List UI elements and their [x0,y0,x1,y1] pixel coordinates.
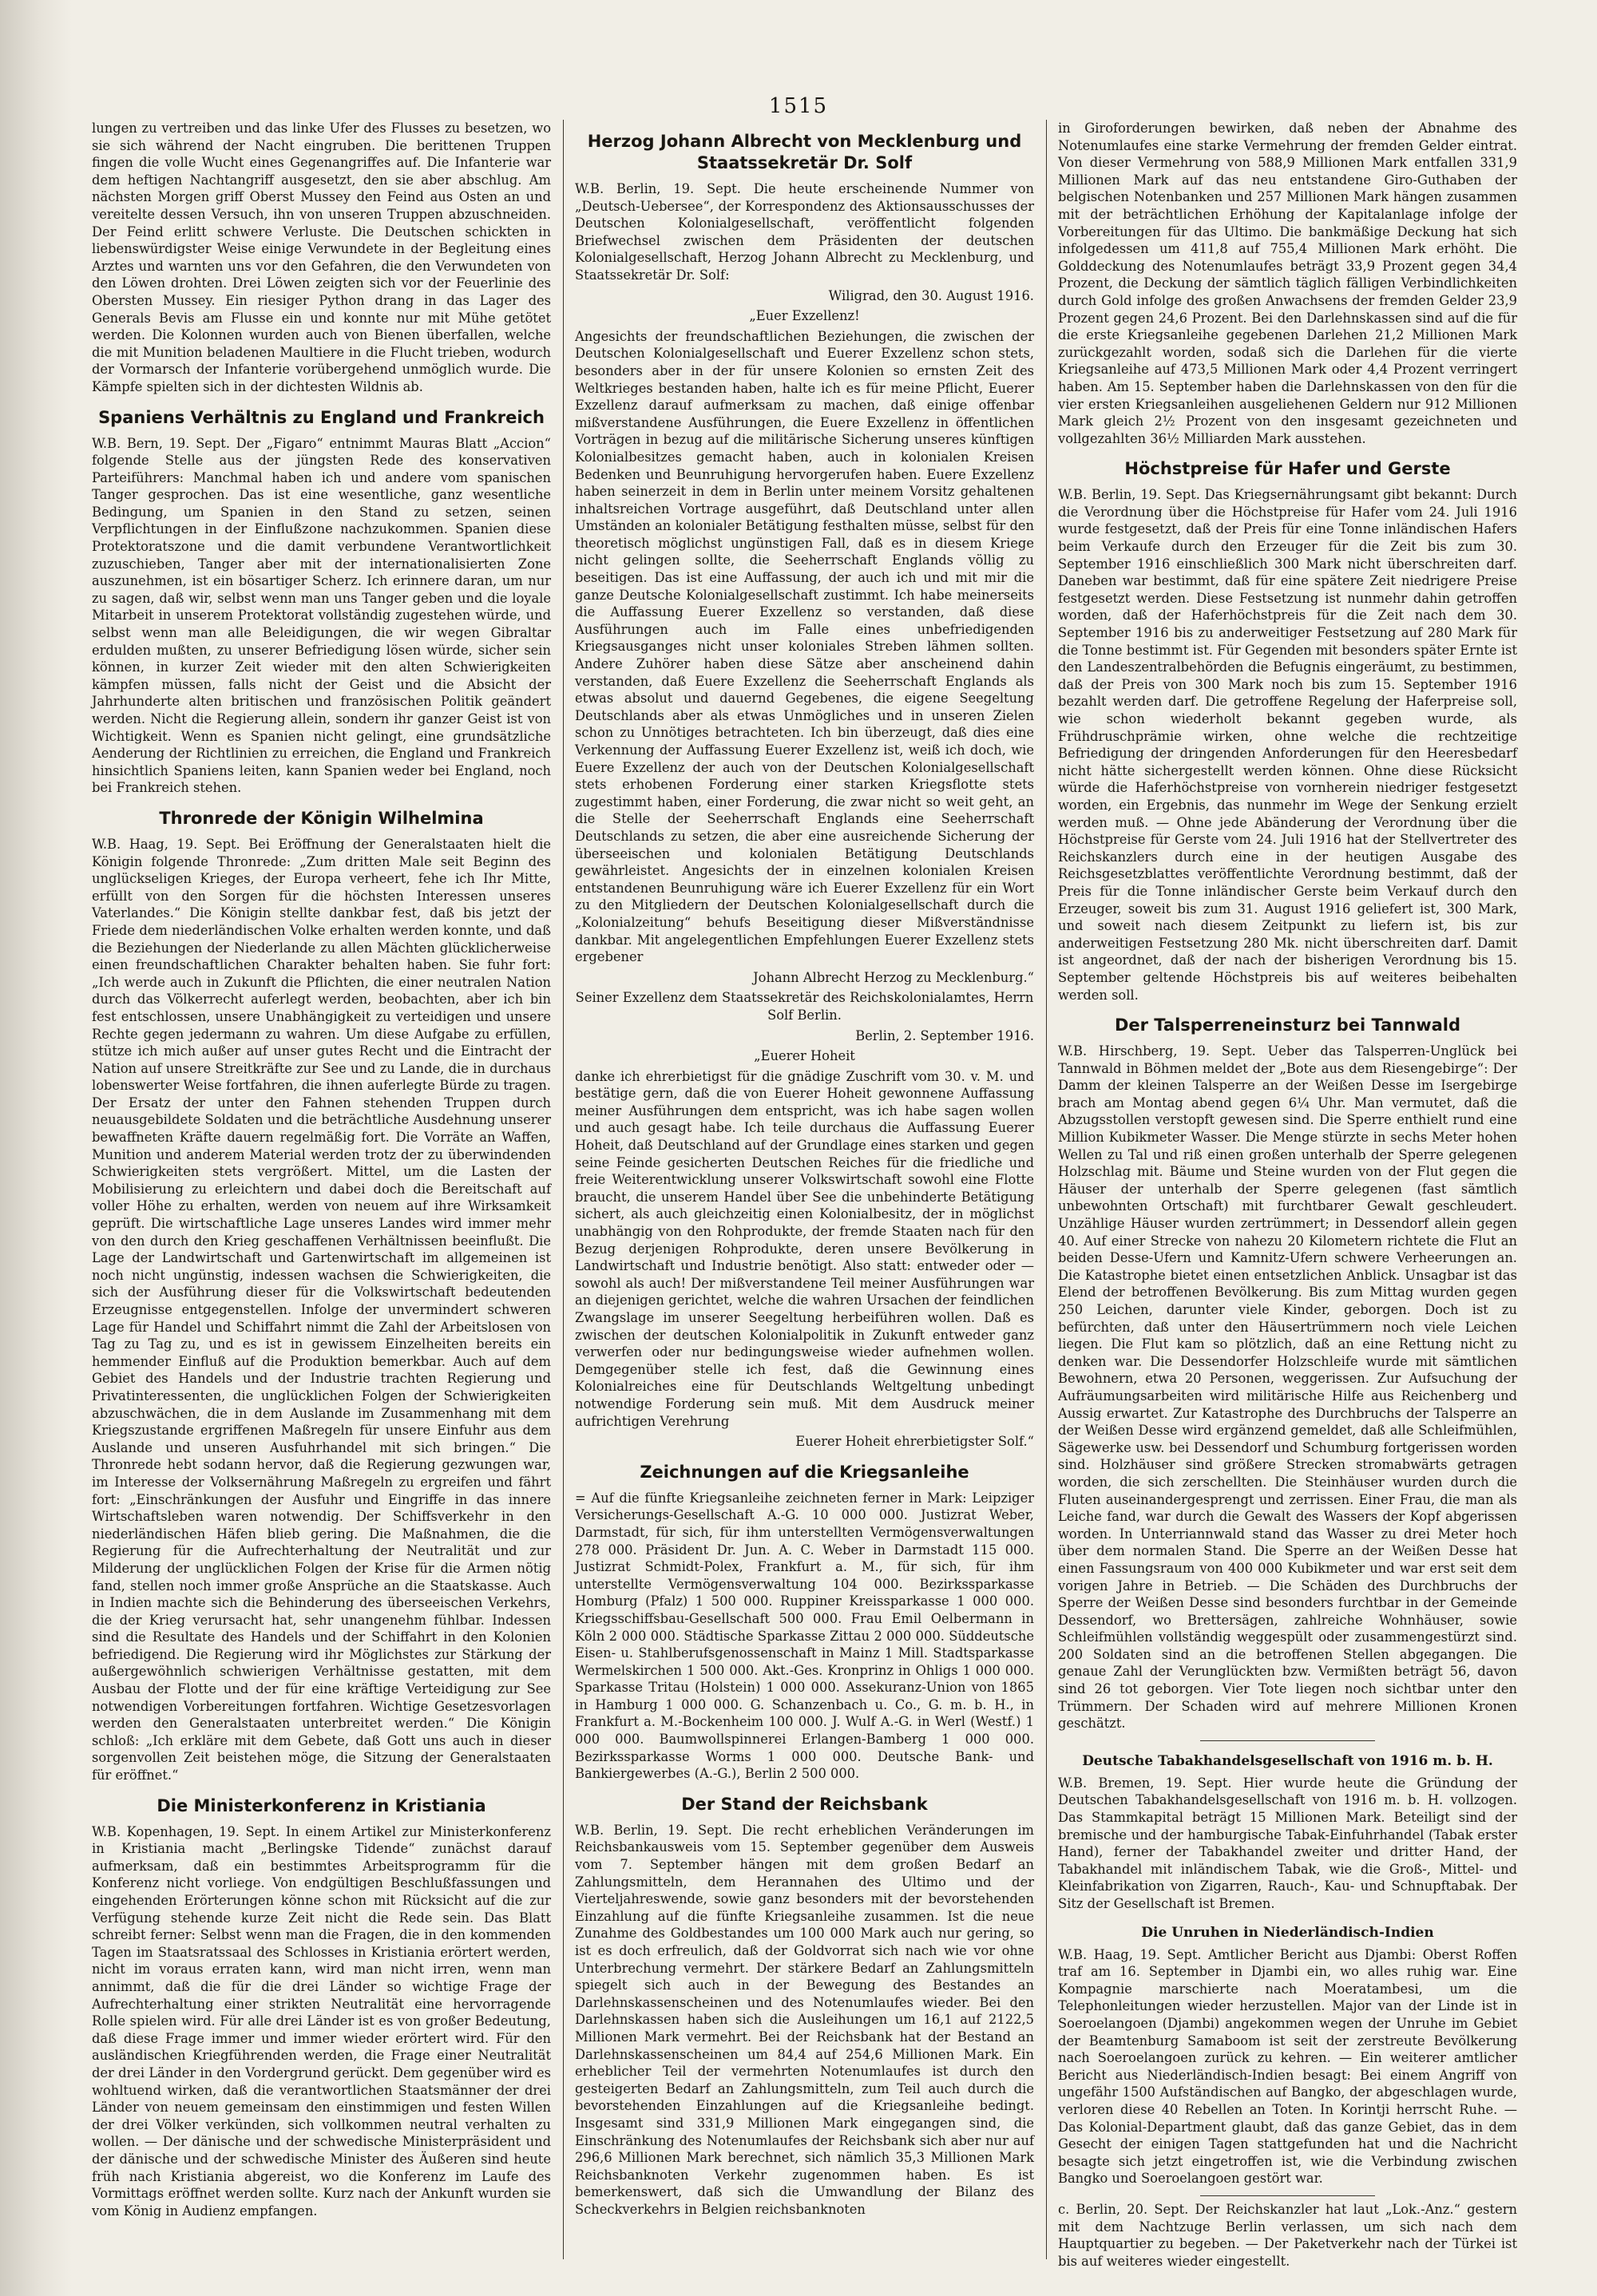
letter-salutation: „Euer Exzellenz! [749,308,860,324]
article-berlin-note: c. Berlin, 20. Sept. Der Reichskanzler hat laut „Lok.-Anz.“ gestern mit dem Nachtzuge Berlin verlassen, um sich nach dem Hauptquartier zu begeben. — Der Paketverkehr nach der Türkei ist bis auf weiteres wieder eingestellt. [1058,2201,1517,2269]
letter-dateline: Berlin, 2. September 1916. [855,1027,1034,1043]
article-war-loan: = Auf die fünfte Kriegsanleihe zeichneten ferner in Mark: Leipziger Versicherungs-Gesellschaft A.-G. 10 000 000. Justizrat Weber, Darmstadt, für sich, für ihm unterstellten Vermögensverwaltungen 278 000. Präsident Dr. Jun. A. C. Weber in Darmstadt 115 000. Justizrat Schmidt-Polex, Frankfurt a. M., für sich, für ihm unterstellte Vermögensverwaltung 104 000. Bezirkssparkasse Homburg (Pfalz) 1 500 000. Ruppiner Kreissparkasse 1 000 000. Kriegsschiffsbau-Gesellschaft 500 000. Frau Emil Oelbermann in Köln 2 000 000. Städtische Sparkasse Zittau 2 000 000. Süddeutsche Eisen- u. Stahlberufsgenossenschaft in Mainz 1 Mill. Stadtsparkasse Wermelskirchen 1 500 000. Akt.-Ges. Kronprinz in Ohligs 1 000 000. Sparkasse Tritau (Holstein) 1 000 000. Assekuranz-Union von 1865 in Hamburg 1 000 000. G. Schanzenbach u. Co., G. m. b. H., in Frankfurt a. M.-Bockenheim 100 000. J. Wulf A.-G. in Werl (Westf.) 1 000 000. Baumwollspinnerei Erlangen-Bamberg 1 000 000. Bezirkssparkasse Worms 1 000 000. Deutsche Bank- und Bankiergewerbes (A.-G.), Berlin 2 500 000. [575,1490,1034,1782]
column-rule [563,120,564,2259]
letter-signature: Euerer Hoheit ehrerbietigster Solf.“ [795,1434,1034,1450]
headline-unrest: Die Unruhen in Niederländisch-Indien [1141,1924,1434,1941]
article-minister-conference: W.B. Kopenhagen, 19. Sept. In einem Artikel zur Ministerkonferenz in Kristiania macht „Berlingske Tidende“ zunächst darauf aufmerksam, daß ein bestimmtes Arbeitsprogramm für die Konferenz nicht vorliege. Von endgültigen Beschlußfassungen und eingehenden Erörterungen könne schon mit Rücksicht auf die zur Verfügung stehende kurze Zeit nicht die Rede sein. Das Blatt schreibt ferner: Selbst wenn man die Fragen, die in den kommenden Tagen im Staatsratssaal des Schlosses in Kristiania erörtert werden, nicht im voraus erraten kann, wird man nicht irren, wenn man annimmt, daß die für die drei Länder so wichtige Frage der Aufrechterhaltung einer strikten Neutralität eine hervorragende Rolle spielen wird. Für alle drei Länder ist es von großer Bedeutung, daß diese Frage immer und immer wieder erörtert wird. Für den ausländischen Kriegführenden werden, die Frage einer Neutralität der drei Länder in den Vordergrund gerückt. Dem gegenüber wird es wohltuend wirken, daß die verantwortlichen Staatsmänner der drei Länder von neuem gemeinsam den einstimmigen und festen Willen der drei Völker verkünden, sich vollkommen neutral verhalten zu wollen. — Der dänische und der schwedische Ministerpräsident und der dänische und der schwedische Minister des Äußeren sind heute früh nach Kristiania abgereist, wo die Konferenz im Laufe des Vormittags eröffnet werden sollte. Kurz nach der Ankunft wurden sie vom König in Audienz empfangen. [92,1823,551,2219]
headline-dam-collapse: Der Talsperreneinsturz bei Tannwald [1114,1015,1461,1035]
headline-oats-barley: Höchstpreise für Hafer und Gerste [1124,459,1451,479]
article-throne-speech: W.B. Haag, 19. Sept. Bei Eröffnung der Generalstaaten hielt die Königin folgende Thronrede: „Zum dritten Male seit Beginn des unglückseligen Krieges, der Europa verheert, fehe ich Ihr Mitte, erfüllt von den Sorgen für die höchsten Interessen unseres Vaterlandes.“ Die Königin stellte dankbar fest, daß bis jetzt der Friede dem niederländischen Volke erhalten werden konnte, und daß die Beziehungen der Niederlande zu allen Mächten glücklicherweise einen freundschaftlichen Charakter behalten haben. Sie fuhr fort: „Ich werde auch in Zukunft die Pflichten, die einer neutralen Nation durch das Völkerrecht auferlegt werden, beobachten, aber ich bin fest entschlossen, unsere Unabhängigkeit zu verteidigen und unsere Rechte gegen jedermann zu wahren. Um diese Aufgabe zu erfüllen, stütze ich mich außer auf unser gutes Recht und die Eintracht der Nation auf unsere Streitkräfte zur See und zu Lande, die in durchaus lobenswerter Weise fortfahren, die ihnen auferlegte Bürde zu tragen. Der Ersatz der unter den Fahnen stehenden Truppen durch neuausgebildete Soldaten und die beträchtliche Ausdehnung unserer bewaffneten Kräfte dauern regelmäßig fort. Die Vorräte an Waffen, Munition und anderem Material werden trotz der zu überwindenden Schwierigkeiten stets vergrößert. Mittel, um die Lasten der Mobilisierung zu erleichtern und dabei doch die Bereitschaft auf voller Höhe zu erhalten, werden von neuem auf ihre Wirksamkeit geprüft. Die wirtschaftliche Lage unseres Landes wird immer mehr von den durch den Krieg geschaffenen Verhältnissen beeinflußt. Die Lage der Landwirtschaft und Gartenwirtschaft im allgemeinen ist noch nicht ungünstig, indessen wachsen die Schwierigkeiten, die sich der Ausführung dieser für die Volkswirtschaft bedeutenden Erzeugnisse entgegenstellen. Infolge der unvermindert schweren Lage für Handel und Schiffahrt nimmt die Zahl der Arbeitslosen von Tag zu Tag zu, und es ist in gewissem Einzelheiten bereits ein hemmender Einfluß auf die Produktion bemerkbar. Auch auf dem Gebiet des Handels und der Industrie trachten Regierung und Privatinteressenten, die unglücklichen Folgen der Schwierigkeiten abzuschwächen, die in dem Auslande im Zusammenhang mit dem Kriegszustande ergriffenen Maßregeln für unsere Einfuhr aus dem Auslande und unseren Ausfuhrhandel mit sich bringen.“ Die Thronrede hebt sodann hervor, daß die Regierung gezwungen war, im Interesse der Volksernährung Maßregeln zu ergreifen und fährt fort: „Einschränkungen der Ausfuhr und Eingriffe in das innere Wirtschaftsleben waren notwendig. Der Schiffsverkehr in den niederländischen Häfen blieb gering. Die Maßnahmen, die die Regierung für die Aufrechterhaltung der Neutralität und zur Milderung der unglücklichen Folgen der Krise für die Armen nötig fand, stellen noch immer große Ansprüche an die Staatskasse. Auch in Indien machte sich die Behinderung des überseeischen Verkehrs, die der Krieg verursacht hat, sehr unangenehm fühlbar. Indessen sind die Resultate des Handels und der Schiffahrt in den Kolonien befriedigend. Die Regierung wird ihr Möglichstes zur Stärkung der außergewöhnlich schwierigen Verhältnisse gestatten, mit dem Ausbau der Flotte und der für eine kräftige Verteidigung zur See notwendigen Vorbereitungen fortfahren. Wichtige Gesetzesvorlagen werden den Generalstaaten unterbreitet werden.“ Die Königin schloß: „Ich erkläre mit dem Gebete, daß Gott uns auch in dieser sorgenvollen Zeit beistehen möge, die Sitzung der Generalstaaten für eröffnet.“ [92,836,551,1783]
column-middle [575,120,1034,2259]
article-reichsbank-continuation: in Giroforderungen bewirken, daß neben der Abnahme des Notenumlaufes eine starke Vermehrung der fremden Gelder eintrat. Von dieser Vermehrung von 588,9 Millionen Mark entfallen 331,9 Millionen Mark auf das neu entstandene Giro-Guthaben der belgischen Notenbanken und 257 Millionen Mark hängen zusammen mit der beträchtlichen Erhöhung der Kapitalanlage infolge der Vorbereitungen für das Ultimo. Die bankmäßige Deckung hat sich infolgedessen um 411,8 auf 755,4 Millionen Mark erhöht. Die Golddeckung des Notenumlaufes beträgt 33,9 Prozent gegen 34,4 Prozent, die Deckung der sämtlich täglich fälligen Verbindlichkeiten durch Gold infolge des großen Anwachsens der fremden Gelder 23,9 Prozent gegen 24,6 Prozent. Bei den Darlehnskassen sind auf die für die erste Kriegsanleihe gegebenen Darlehen 21,2 Millionen Mark zurückgezahlt worden, sodaß sich die Darlehen für die vierte Kriegsanleihe auf 473,5 Millionen Mark oder 4,4 Prozent verringert haben. Am 15. September haben die Darlehnskassen von den für die vier ersten Kriegsanleihen ausgeliehenen Geldern nur 912 Millionen Mark gleich 2½ Prozent von den insgesamt gezeichneten und vollgezahlten 36½ Milliarden Mark ausstehen. [1058,121,1517,446]
headline-minister-conference: Die Ministerkonferenz in Kristiania [157,1795,486,1815]
article-dam-collapse: W.B. Hirschberg, 19. Sept. Ueber das Talsperren-Unglück bei Tannwald in Böhmen meldet der „Bote aus dem Riesengebirge“: Der Damm der kleinen Talsperre an der Weißen Desse im Isergebirge brach am Montag abend gegen 6¼ Uhr. Man vermutet, daß die Abzugsstollen verstopft gewesen sind. Die Sperre enthielt rund eine Million Kubikmeter Wasser. Die Menge stürzte in sechs Meter hohen Wellen zu Tal und riß einen großen unterhalb der Sperre gelegenen Holzschlag mit. Bäume und Steine wurden von der Flut gegen die Häuser der unterhalb der Sperre gelegenen (fast sämtlich unbewohnten Ortschaft) mit furchtbarer Gewalt geschleudert. Unzählige Häuser wurden zertrümmert; in Dessendorf allein gegen 40. Auf einer Strecke von nahezu 20 Kilometern richtete die Flut an beiden Desse-Ufern und Kamnitz-Ufern schwere Verheerungen an. Die Katastrophe bietet einen entsetzlichen Anblick. Unsagbar ist das Elend der betroffenen Bevölkerung. Bis zum Mittag wurden gegen 250 Leichen, darunter viele Kinder, geborgen. Doch ist zu befürchten, daß unter den Häusertrümmern noch viele Leichen liegen. Die Flut kam so plötzlich, daß an eine Rettung nicht zu denken war. Die Dessendorfer Holzschleife wurde mit sämtlichen Bewohnern, etwa 20 Personen, weggerissen. Zur Aufsuchung der Aufräumungsarbeiten wird militärische Hilfe aus Reichenberg und Aussig erwartet. Zur Katastrophe des Durchbruchs der Talsperre an der Weißen Desse wird ergänzend gemeldet, daß alle Schleifmühlen, Sägewerke usw. bei Dessendorf und Schumburg fortgerissen worden sind. Holzhäuser sind größere Strecken stromabwärts getragen worden, die sich zerschellten. Die Steinhäuser wurden durch die Fluten auseinandergesprengt und zerrissen. Einer Frau, die man als Leiche fand, war durch die Gewalt des Wassers der Kopf abgerissen worden. In Unterriannwald stand das Wasser zu drei Meter hoch über dem normalen Stand. Die Sperre an der Weißen Desse hat einen Fassungsraum von 400 000 Kubikmeter und war erst seit dem vorigen Jahre in Betrieb. — Die Schäden des Durchbruchs der Sperre der Weißen Desse sind besonders furchtbar in der Gemeinde Dessendorf, wo Brettersägen, zahlreiche Wohnhäuser, sowie Schleifmühlen vollständig weggespült oder zusammengestürzt sind. 200 Soldaten sind an die betroffenen Stellen abgegangen. Die genaue Zahl der Verunglückten bzw. Vermißten beträgt 56, davon sind 26 tot geborgen. Vier Tote liegen noch sichtbar unter den Trümmern. Der Schaden wird auf mehrere Millionen Kronen geschätzt. [1058,1043,1517,1732]
page-number: 1515 [768,94,829,118]
article-unrest: W.B. Haag, 19. Sept. Amtlicher Bericht aus Djambi: Oberst Roffen traf am 16. September in Djambi ein, wo alles ruhig war. Eine Kompagnie marschierte nach Moeratambesi, um die Telephonleitungen wieder herzustellen. Major van der Linde ist in Soeroelangoen (Djambi) angekommen wegen der Unruhe im Gebiet der Beamtenburg Samaboom ist seit der zerstreute Bevölkerung nach Soeroelangoen zurück zu kehren. — Ein weiterer amtlicher Bericht aus Niederländisch-Indien besagt: Bei einem Angriff von ungefähr 1500 Aufständischen auf Bangko, der abgeschlagen wurde, verloren diese 40 Rebellen an Toten. In Korintji herrscht Ruhe. — Das Kolonial-Department glaubt, daß das ganze Gebiet, das in dem Gesecht der einigen Tagen stattgefunden hat und die Nachricht besagte sich jetzt eingetroffen ist, wie die Verbindung zwischen Bangko und Soeroelangoen gestört war. [1058,1946,1517,2187]
letter-body: danke ich ehrerbietigst für die gnädige Zuschrift vom 30. v. M. und bestätige gern, daß die von Euerer Hoheit gewonnene Auffassung meiner Ausführungen dem entspricht, was ich habe sagen wollen und auch gesagt habe. Ich teile durchaus die Auffassung Euerer Hoheit, daß Deutschland auf der Grundlage eines starken und gegen seine Feinde gesicherten Deutschen Reiches für die friedliche und freie Weiterentwicklung unserer Volkswirtschaft sowohl eine Flotte braucht, die unserem Handel über See die unbehinderte Betätigung sichert, als auch gleichzeitig einen Kolonialbesitz, der in möglichst unabhängig von den Rohprodukte, der fremde Staaten nach für den Bezug derjenigen Rohprodukte, deren unsere Bevölkerung in Landwirtschaft und Industrie benötigt. Also statt: entweder oder — sowohl als auch! Der mißverstandene Teil meiner Ausführungen war an diejenigen gerichtet, welche die wahren Ursachen der feindlichen Zwangslage im unserer Seegeltung herbeiführen wollen. Daß es zwischen der deutschen Kolonialpolitik in Zukunft entweder ganz verwerfen oder nur bedingungsweise wieder aufnehmen wollen. Demgegenüber stelle ich fest, daß die Gewinnung eines Kolonialreiches eine für Deutschlands Weltgeltung unbedingt notwendige Forderung sein muß. Mit dem Ausdruck meiner aufrichtigen Verehrung [575,1068,1034,1429]
headline-reichsbank: Der Stand der Reichsbank [681,1794,928,1814]
headline-throne-speech: Thronrede der Königin Wilhelmina [159,808,484,828]
article-continuation: lungen zu vertreiben und das linke Ufer des Flusses zu besetzen, wo sie sich während der Nacht eingruben. Die berittenen Truppen fingen die volle Wucht eines Gegenangriffes auf. Die Infanterie war dem heftigen Nachtangriff ausgesetzt, den sie aber abschlug. Am nächsten Morgen griff Oberst Mussey den Feind aus Osten an und vereitelte dessen Versuch, ihn von unseren Truppen abzuschneiden. Der Feind erlitt schwere Verluste. Die Deutschen schickten in liebenswürdigster Weise einige Verwundete in der Begleitung eines Arztes und warnten uns vor den Gefahren, die den Verwundeten von den Löwen drohten. Drei Löwen zeigten sich vor der Feuerlinie des Obersten Mussey. Ein riesiger Python drang in das Lager des Generals Bevis am Flusse ein und konnte nur mit Mühe getötet werden. Die Kolonnen wurden auch von Bienen überfallen, welche die mit Munition beladenen Maultiere in die Flucht trieben, wodurch der Vormarsch der Infanterie vorübergehend unmöglich wurde. Die Kämpfe spielten sich in der dichtesten Wildnis ab. [92,121,551,394]
article-spain: W.B. Bern, 19. Sept. Der „Figaro“ entnimmt Mauras Blatt „Accion“ folgende Stelle aus der jüngsten Rede des konservativen Parteiführers: Manchmal haben ich und andere vom spanischen Tanger gesprochen. Das ist eine wesentliche, ganz wesentliche Bedingung, um Spanien in den Stand zu setzen, seinen Verpflichtungen in der Einflußzone nachzukommen. Spanien diese Protektoratszone und die damit verbundene Verantwortlichkeit zuzuschieben, Tanger aber mit der internationalisierten Zone auszunehmen, ist ein bösartiger Scherz. Ich erinnere daran, um nur zu sagen, daß wir, selbst wenn man uns Tanger geben und die loyale Mitarbeit in unserem Protektorat vollständig zugestehen würde, und selbst wenn man alle Beleidigungen, die wir wegen Gibraltar erdulden mußten, zu unserer Befriedigung lösen würde, sicher sein können, in kurzer Zeit wieder mit den alten Schwierigkeiten kämpfen müssen, falls nicht der Geist und die Absicht der Jahrhunderte alten britischen und französischen Politik geändert werden. Nicht die Regierung allein, sondern ihr ganzer Geist ist von Wichtigkeit. Wenn es Spanien nicht gelingt, eine grundsätzliche Aenderung der Richtlinien zu erreichen, die England und Frankreich hinsichtlich Spaniens leiten, kann Spanien weder bei England, noch bei Frankreich stehen. [92,435,551,796]
letter-signature: Johann Albrecht Herzog zu Mecklenburg.“ [753,969,1034,985]
article-mecklenburg-intro: W.B. Berlin, 19. Sept. Die heute erscheinende Nummer von „Deutsch-Uebersee“, der Korrespondenz des Aktionsausschusses der Deutschen Kolonialgesellschaft, veröffentlicht folgenden Briefwechsel zwischen dem Präsidenten der deutschen Kolonialgesellschaft, Herzog Johann Albrecht zu Mecklenburg, und Staatssekretär Dr. Solf: [575,181,1034,283]
article-tobacco: W.B. Bremen, 19. Sept. Hier wurde heute die Gründung der Deutschen Tabakhandelsgesellschaft von 1916 m. b. H. vollzogen. Das Stammkapital beträgt 15 Millionen Mark. Beteiligt sind der bremische und der hamburgische Tabak-Einfuhrhandel (Tabak erster Hand), ferner der Tabakhandel zweiter und dritter Hand, der Tabakhandel mit inländischem Tabak, wie die Groß-, Mittel- und Kleinfabrikation von Zigarren, Rauch-, Kau- und Schnupftabak. Der Sitz der Gesellschaft ist Bremen. [1058,1775,1517,1911]
letter-salutation: „Euerer Hoheit [754,1048,855,1064]
section-divider [1200,2195,1375,2196]
section-divider [1200,1740,1375,1741]
headline-mecklenburg: Herzog Johann Albrecht von Mecklenburg und Staatssekretär Dr. Solf [587,132,1022,172]
headline-war-loan: Zeichnungen auf die Kriegsanleihe [640,1462,969,1482]
column-rule [1046,120,1047,2259]
column-right [1058,120,1517,2269]
headline-tobacco: Deutsche Tabakhandelsgesellschaft von 1916 m. b. H. [1082,1752,1493,1769]
letter-dateline: Wiligrad, den 30. August 1916. [828,287,1034,303]
letter-address: Seiner Exzellenz dem Staatssekretär des Reichskolonialamtes, Herrn Solf Berlin. [575,990,1034,1023]
article-reichsbank: W.B. Berlin, 19. Sept. Die recht erheblichen Veränderungen im Reichsbankausweis vom 15. September gegenüber dem Ausweis vom 7. September hängen mit dem großen Bedarf an Zahlungsmitteln, dem Herannahen des Ultimo und der Vierteljahreswende, sowie ganz besonders mit der bevorstehenden Einzahlung auf die fünfte Kriegsanleihe zusammen. Ist die neue Zunahme des Goldbestandes um 100 000 Mark auch nur gering, so ist es doch erfreulich, daß der Goldvorrat sich nach wie vor ohne Unterbrechung vermehrt. Der stärkere Bedarf an Zahlungsmitteln spiegelt sich auch in der Bewegung des Bestandes an Darlehnskassenscheinen und des Notenumlaufes wieder. Bei den Darlehnskassen haben sich die Ausleihungen um 16,1 auf 2122,5 Millionen Mark vermehrt. Bei der Reichsbank hat der Bestand an Darlehnskassenscheinen um 84,4 auf 254,6 Millionen Mark. Ein erheblicher Teil der vermehrten Notenumlaufes ist durch den gesteigerten Bedarf an Zahlungsmitteln, zum Teil auch durch die bevorstehenden Einzahlungen auf die Kriegsanleihe bedingt. Insgesamt sind 331,9 Millionen Mark eingegangen sind, die Einschränkung des Notenumlaufes der Reichsbank sich aber nur auf 296,6 Millionen Mark berechnet, sich nämlich 35,3 Millionen Mark Reichsbanknoten Verkehr zugenommen haben. Es ist bemerkenswert, daß sich die Umwandlung der Bilanz des Scheckverkehrs in Belgien reichsbanknoten [575,1822,1034,2217]
headline-spain: Spaniens Verhältnis zu England und Frankreich [98,407,545,427]
letter-body: Angesichts der freundschaftlichen Beziehungen, die zwischen der Deutschen Kolonialgesellschaft und Euerer Exzellenz schon stets, besonders aber in der für unsere Kolonien so ernsten Zeit des Weltkrieges bestanden haben, halte ich es für meine Pflicht, Euerer Exzellenz darauf aufmerksam zu machen, daß einige offenbar mißverstandene Ausführungen, die Euere Exzellenz in öffentlichen Vorträgen in bezug auf die militärische Sicherung unseres künftigen Kolonialbesitzes gemacht haben, auch in kolonialen Kreisen Bedenken und Beunruhigung hervorgerufen haben. Euere Exzellenz haben seinerzeit in dem in Berlin unter meinem Vorsitz gehaltenen inhaltsreichen Vortrage ausgeführt, daß Deutschland unter allen Umständen an kolonialer Betätigung festhalten müsse, selbst für den theoretisch möglichst ungünstigen Fall, daß es in diesem Kriege nicht gelingen sollte, die Seeherrschaft Englands völlig zu beseitigen. Das ist eine Auffassung, der auch ich und mit mir die ganze Deutsche Kolonialgesellschaft zustimmt. Ich habe meinerseits die Auffassung Euerer Exzellenz so verstanden, daß diese Ausführungen auch im Falle eines unbefriedigenden Kriegsausganges nicht unser koloniales Streben lähmen sollten. Andere Zuhörer haben diese Sätze aber anscheinend dahin verstanden, daß Euere Exzellenz die Seeherrschaft Englands als etwas absolut und dauernd Gegebenes, die eigene Seegeltung Deutschlands aber als etwas Unmögliches und in unseren Zielen schon zu Unnötiges betrachteten. Ich bin überzeugt, daß dies eine Verkennung der Auffassung Euerer Exzellenz ist, weiß ich doch, wie Euere Exzellenz der auch von der Deutschen Kolonialgesellschaft stets erhobenen Forderung einer starken Kriegsflotte stets zugestimmt haben, einer Forderung, die zwar nicht so weit geht, an die Stelle der Seeherrschaft Englands eine Seeherrschaft Deutschlands zu setzen, die aber eine ausreichende Sicherung der überseeischen und kolonialen Betätigung Deutschlands gewährleistet. Angesichts der in einzelnen kolonialen Kreisen entstandenen Beunruhigung wäre ich Euerer Exzellenz für ein Wort zu den Mitgliedern der Deutschen Kolonialgesellschaft durch die „Kolonialzeitung“ behufs Beseitigung dieser Mißverständnisse dankbar. Mit angelegentlichen Empfehlungen Euerer Exzellenz stets ergebener [575,328,1034,965]
binding-shadow [0,0,72,2296]
column-left [92,120,551,2259]
article-oats-barley: W.B. Berlin, 19. Sept. Das Kriegsernährungsamt gibt bekannt: Durch die Verordnung über die Höchstpreise für Hafer vom 24. Juli 1916 wurde festgesetzt, daß der Preis für eine Tonne inländischen Hafers beim Verkaufe durch den Erzeuger für die Zeit bis zum 30. September 1916 einschließlich 300 Mark nicht überschreiten darf. Daneben war bestimmt, daß für eine spätere Zeit niedrigere Preise festgesetzt werden. Diese Festsetzung ist nunmehr dahin getroffen worden, daß der Haferhöchstpreis für die Zeit nach dem 30. September 1916 bis zu anderweitiger Festsetzung auf 280 Mark für die Tonne bestimmt ist. Für Gegenden mit besonders später Ernte ist den Landeszentralbehörden die Befugnis eingeräumt, zu bestimmen, daß der Preis von 300 Mark noch bis zum 15. September 1916 bezahlt werden darf. Die getroffene Regelung der Haferpreise soll, wie schon wiederholt bekannt gegeben wurde, als Frühdruschprämie wirken, ohne welche die rechtzeitige Befriedigung der dringenden Anforderungen für den Heeresbedarf nicht hätte sichergestellt werden können. Ohne diese Rücksicht würde die Haferhöchstpreise von vornherein niedriger festgesetzt worden, ein Ergebnis, das nunmehr im Wege der Senkung erzielt werden muß. — Ohne jede Abänderung der Verordnung über die Höchstpreise für Gerste vom 24. Juli 1916 hat der Stellvertreter des Reichskanzlers durch eine in der heutigen Ausgabe des Reichsgesetzblattes veröffentlichte Verordnung bestimmt, daß der Preis für die Tonne inländischer Gerste beim Verkauf durch den Erzeuger, soweit bis zum 31. August 1916 geliefert ist, 300 Mark, und soweit nach diesem Zeitpunkt zu liefern ist, bis zur anderweitigen Festsetzung 280 Mk. nicht überschreiten darf. Damit ist angeordnet, daß der nach der bisherigen Verordnung bis 15. September geltende Höchstpreis bis auf weiteres beibehalten werden soll. [1058,487,1517,1003]
